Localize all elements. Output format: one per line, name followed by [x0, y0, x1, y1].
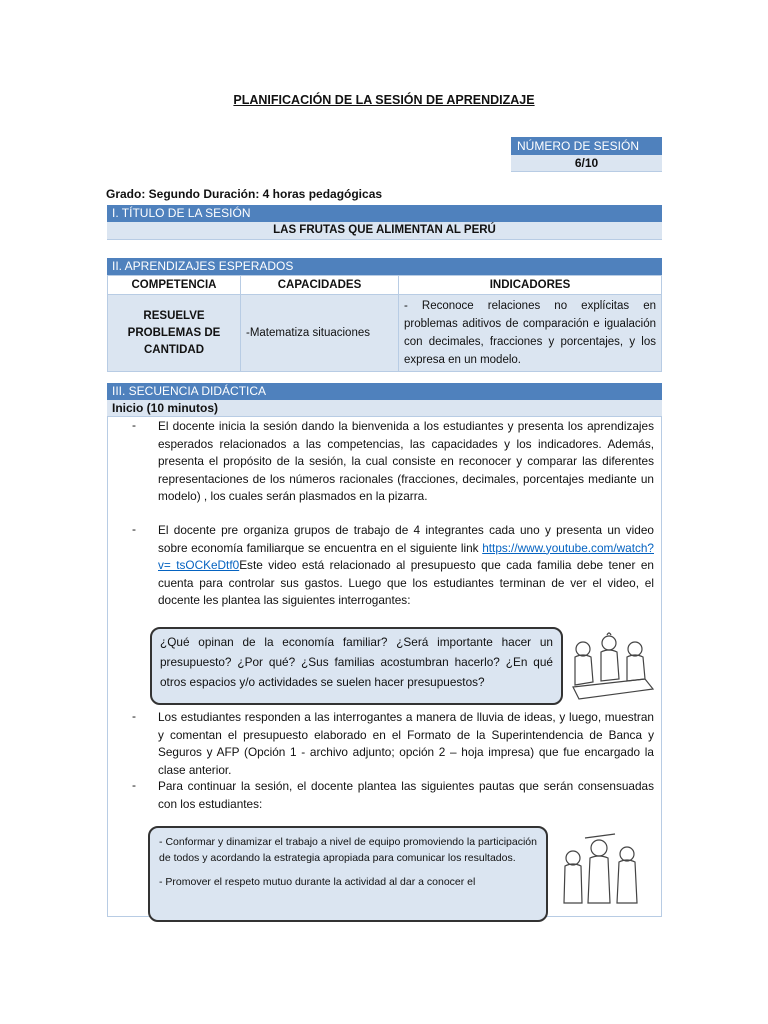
video-text-before: El docente pre organiza grupos de trabajo de 4 integrantes cada uno y presenta un video sobre economía familiarque se encuentra en el siguiente link [158, 523, 654, 555]
paragraph-video [158, 522, 654, 610]
col-competencia: COMPETENCIA [108, 276, 241, 295]
bullet-3: - [132, 709, 136, 723]
section-sequence-header: III. SECUENCIA DIDÁCTICA [107, 383, 662, 400]
section-learning-header: II. APRENDIZAJES ESPERADOS [107, 258, 662, 275]
rules-box [148, 826, 548, 922]
grade-duration: Grado: Segundo Duración: 4 horas pedagógicas [106, 187, 383, 201]
col-capacidades: CAPACIDADES [241, 276, 399, 295]
competencia-cell: RESUELVE PROBLEMAS DE CANTIDAD [108, 295, 241, 372]
session-number-box [511, 137, 662, 172]
bullet-4: - [132, 778, 136, 792]
paragraph-responses: Los estudiantes responden a las interrogantes a manera de lluvia de ideas, y luego, muestran y comentan el presupuesto elaborado en el Formato de la Superintendencia de Banca y Seguros y AFP (Opción 1 - archivo adjunto; opción 2 – hoja impresa) que fue encargado la clase anterior. [158, 710, 654, 777]
video-text-after: Este video está relacionado al presupuesto que cada familia debe tener en cuenta para controlar sus gastos. Luego que los estudiantes terminan de ver el video, el docente les plantea las siguientes interrogantes: [158, 558, 654, 607]
learning-table [107, 275, 662, 372]
bullet-2: - [132, 522, 136, 536]
capacidades-cell: -Matematiza situaciones [241, 295, 399, 372]
section-title-header: I. TÍTULO DE LA SESIÓN [107, 205, 662, 222]
session-number-label: NÚMERO DE SESIÓN [511, 137, 662, 155]
indicadores-cell: - Reconoce relaciones no explícitas en problemas aditivos de comparación e igualación con decimales, fracciones y porcentajes, y los expresa en un modelo. [399, 295, 662, 372]
questions-text: ¿Qué opinan de la economía familiar? ¿Será importante hacer un presupuesto? ¿Por qué? ¿Sus familias acostumbran hacerlo? ¿En qué otros espacios y/o actividades se suelen hacer presupuestos? [160, 635, 553, 689]
inicio-label: Inicio (10 minutos) [107, 400, 662, 417]
session-title: LAS FRUTAS QUE ALIMENTAN AL PERÚ [107, 222, 662, 240]
paragraph-intro: El docente inicia la sesión dando la bienvenida a los estudiantes y presenta los aprendizajes esperados relacionados a las competencias, las capacidades y los indicadores. Además, presenta el propósito de la sesión, la cual consiste en reconocer y comparar las diferentes representaciones de los números racionales (fracciones, decimales, porcentajes mediante un modelo) , los cuales serán plasmados en la pizarra. [158, 419, 654, 503]
rule-1: - Conformar y dinamizar el trabajo a nivel de equipo promoviendo la participación de todos y acordando la estrategia apropiada para comunicar los resultados. [159, 836, 537, 864]
session-number-value: 6/10 [511, 155, 662, 172]
rule-2: - Promover el respeto mutuo durante la actividad al dar a conocer el [159, 876, 476, 888]
students-talking-illustration-icon [555, 828, 647, 908]
col-indicadores: INDICADORES [399, 276, 662, 295]
video-link[interactable]: https://www.youtube.com/watch?v= tsOCKeDtf0 [158, 540, 654, 572]
bullet-1: - [132, 418, 136, 432]
page-title: PLANIFICACIÓN DE LA SESIÓN DE APRENDIZAJE [233, 93, 535, 107]
paragraph-rules-intro: Para continuar la sesión, el docente plantea las siguientes pautas que serán consensuadas con los estudiantes: [158, 779, 654, 811]
students-table-illustration-icon [563, 627, 655, 707]
questions-box [150, 627, 563, 705]
